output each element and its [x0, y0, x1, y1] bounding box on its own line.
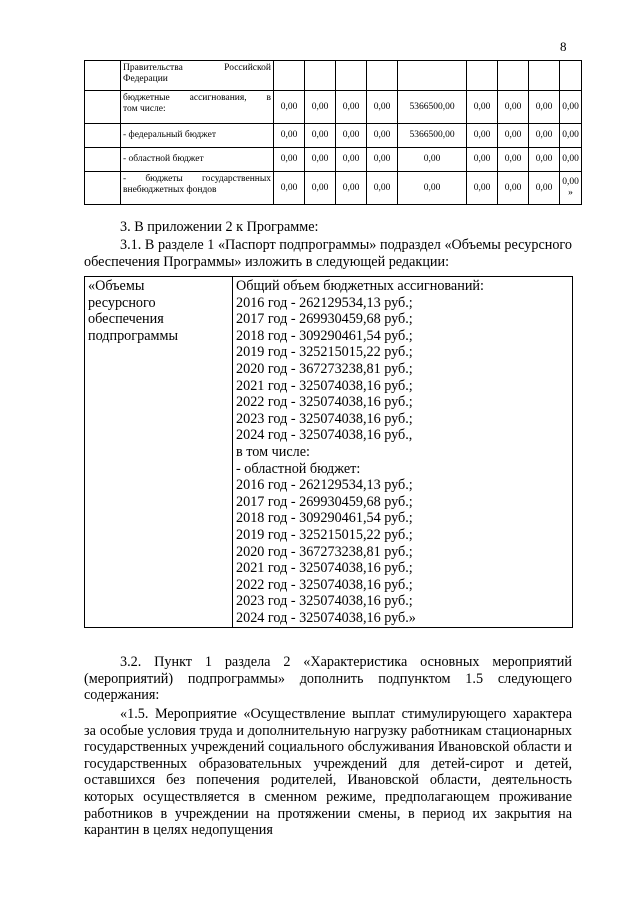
resources-table: [84, 276, 573, 628]
resources-value-line: - областной бюджет:: [236, 460, 361, 477]
row-label-line: - областной бюджет: [123, 154, 204, 164]
value-cell: 0,00: [498, 172, 529, 205]
table-row: [85, 124, 582, 148]
value-cell: 5366500,00: [398, 124, 467, 148]
resources-label-cell: [85, 277, 233, 628]
row-label: [121, 148, 274, 172]
resources-label-line: «Объемы: [88, 278, 145, 294]
value-cell: [560, 61, 582, 91]
resources-value-line: 2021 год - 325074038,16 руб.;: [236, 560, 413, 577]
resources-value-line: 2020 год - 367273238,81 руб.;: [236, 543, 413, 560]
row-label-line: - бюджеты государственных: [123, 174, 271, 184]
resources-value-line: 2023 год - 325074038,16 руб.;: [236, 410, 413, 427]
value-cell: 0,00: [560, 148, 582, 172]
blank-cell: [85, 148, 121, 172]
value-cell: 0,00: [367, 124, 398, 148]
resources-value-line: 2016 год - 262129534,13 руб.;: [236, 294, 413, 311]
closing-quote: »: [568, 188, 573, 198]
value-cell: 0,00: [467, 124, 498, 148]
value-cell: 0,00: [305, 172, 336, 205]
resources-value-line: в том числе:: [236, 443, 310, 460]
resources-label-line: подпрограммы: [88, 327, 178, 344]
row-label: [121, 172, 274, 205]
value-cell: 0,00 »: [560, 172, 582, 205]
value-cell: 0,00: [305, 91, 336, 124]
value-cell: 0,00: [336, 91, 367, 124]
value-cell: 0,00: [529, 148, 560, 172]
resources-value-line: 2018 год - 309290461,54 руб.;: [236, 510, 413, 527]
blank-cell: [85, 124, 121, 148]
resources-value-line: 2022 год - 325074038,16 руб.;: [236, 394, 413, 411]
resources-values-cell: [233, 277, 573, 628]
value-cell: 0,00: [336, 124, 367, 148]
value-cell: 0,00: [336, 148, 367, 172]
value-cell: 0,00: [498, 148, 529, 172]
row-label-line: Федерации: [123, 74, 168, 84]
value-cell: 0,00: [529, 91, 560, 124]
blank-cell: [85, 91, 121, 124]
budget-table: [84, 60, 582, 205]
value-cell: 0,00: [467, 172, 498, 205]
value-cell: 0,00: [529, 124, 560, 148]
row-label: [121, 124, 274, 148]
resources-value-line: 2019 год - 325215015,22 руб.;: [236, 526, 413, 543]
table-row: [85, 91, 582, 124]
value-cell: 0,00: [274, 124, 305, 148]
value-cell: [529, 61, 560, 91]
paragraph-1-5: «1.5. Мероприятие «Осуществление выплат стимулирующего характера за особые условия труда и дополнительную нагрузку работникам стационарных государственных учреждений социального обслуживания Ивановской области и государственных образовательных учреждений для детей-сирот и детей, оставшихся без попечения родителей, Ивановской области, деятельность которых осуществляется в сменном режиме, предполагающем проживание работников в учреждении на протяжении смены, в период их закрытия на карантин в целях недопущения: [84, 706, 572, 839]
table-row: [85, 148, 582, 172]
resources-value-line: 2018 год - 309290461,54 руб.;: [236, 327, 413, 344]
resources-label-line: обеспечения: [88, 311, 164, 328]
resources-value-line: 2020 год - 367273238,81 руб.;: [236, 360, 413, 377]
row-label-line: - федеральный бюджет: [123, 130, 216, 140]
resources-value-line: 2022 год - 325074038,16 руб.;: [236, 576, 413, 593]
value-cell: [498, 61, 529, 91]
resources-value-line: 2017 год - 269930459,68 руб.;: [236, 493, 413, 510]
row-label-line: Правительства Российской: [123, 63, 271, 73]
value-cell: 0,00: [274, 91, 305, 124]
blank-cell: [85, 172, 121, 205]
value-cell: 0,00: [305, 124, 336, 148]
resources-value-line: 2023 год - 325074038,16 руб.;: [236, 593, 413, 610]
value-cell: 0,00: [367, 91, 398, 124]
value-cell: 0,00: [367, 148, 398, 172]
value-cell: 0,00: [560, 91, 582, 124]
value-cell: 0,00: [336, 172, 367, 205]
value-cell: [274, 61, 305, 91]
value-cell: 0,00: [367, 172, 398, 205]
row-label: [121, 61, 274, 91]
row-label-line: бюджетные ассигнования, в: [123, 93, 271, 103]
section-3-heading: 3. В приложении 2 к Программе:: [120, 219, 319, 235]
resources-value-line: Общий объем бюджетных ассигнований:: [236, 278, 484, 294]
resources-value-line: 2024 год - 325074038,16 руб.,: [236, 427, 413, 444]
value-cell: 0,00: [398, 172, 467, 205]
row-label: [121, 91, 274, 124]
value-cell: [305, 61, 336, 91]
value-cell: [367, 61, 398, 91]
resources-label-line: ресурсного: [88, 294, 156, 311]
value-cell: 0,00: [305, 148, 336, 172]
value-cell: 5366500,00: [398, 91, 467, 124]
value-cell: 0,00: [398, 148, 467, 172]
row-label-line: внебюджетных фондов: [123, 185, 217, 195]
value-cell: 0,00: [529, 172, 560, 205]
value-cell: 0,00: [498, 91, 529, 124]
row-label-line: том числе:: [123, 104, 166, 114]
paragraph-3-2: 3.2. Пункт 1 раздела 2 «Характеристика основных мероприятий (мероприятий) подпрограммы» дополнить подпунктом 1.5 следующего содержания:: [84, 654, 572, 704]
value-cell: 0,00: [274, 148, 305, 172]
value-cell: 0,00: [560, 124, 582, 148]
value-cell: 0,00: [274, 172, 305, 205]
page-number: 8: [560, 39, 567, 54]
table-row: [85, 172, 582, 205]
value-cell: [398, 61, 467, 91]
value-cell: 0,00: [467, 148, 498, 172]
value-cell: [467, 61, 498, 91]
resources-value-line: 2017 год - 269930459,68 руб.;: [236, 311, 413, 328]
value-cell: 0,00: [498, 124, 529, 148]
resources-value-line: 2024 год - 325074038,16 руб.»: [236, 609, 416, 626]
value-cell: [336, 61, 367, 91]
resources-value-line: 2016 год - 262129534,13 руб.;: [236, 477, 413, 494]
value-cell: 0,00: [467, 91, 498, 124]
blank-cell: [85, 61, 121, 91]
paragraph-3-1: 3.1. В разделе 1 «Паспорт подпрограммы» подраздел «Объемы ресурсного обеспечения Программы» изложить в следующей редакции:: [84, 237, 572, 270]
table-row: [85, 61, 582, 91]
resources-value-line: 2019 год - 325215015,22 руб.;: [236, 344, 413, 361]
resources-value-line: 2021 год - 325074038,16 руб.;: [236, 377, 413, 394]
